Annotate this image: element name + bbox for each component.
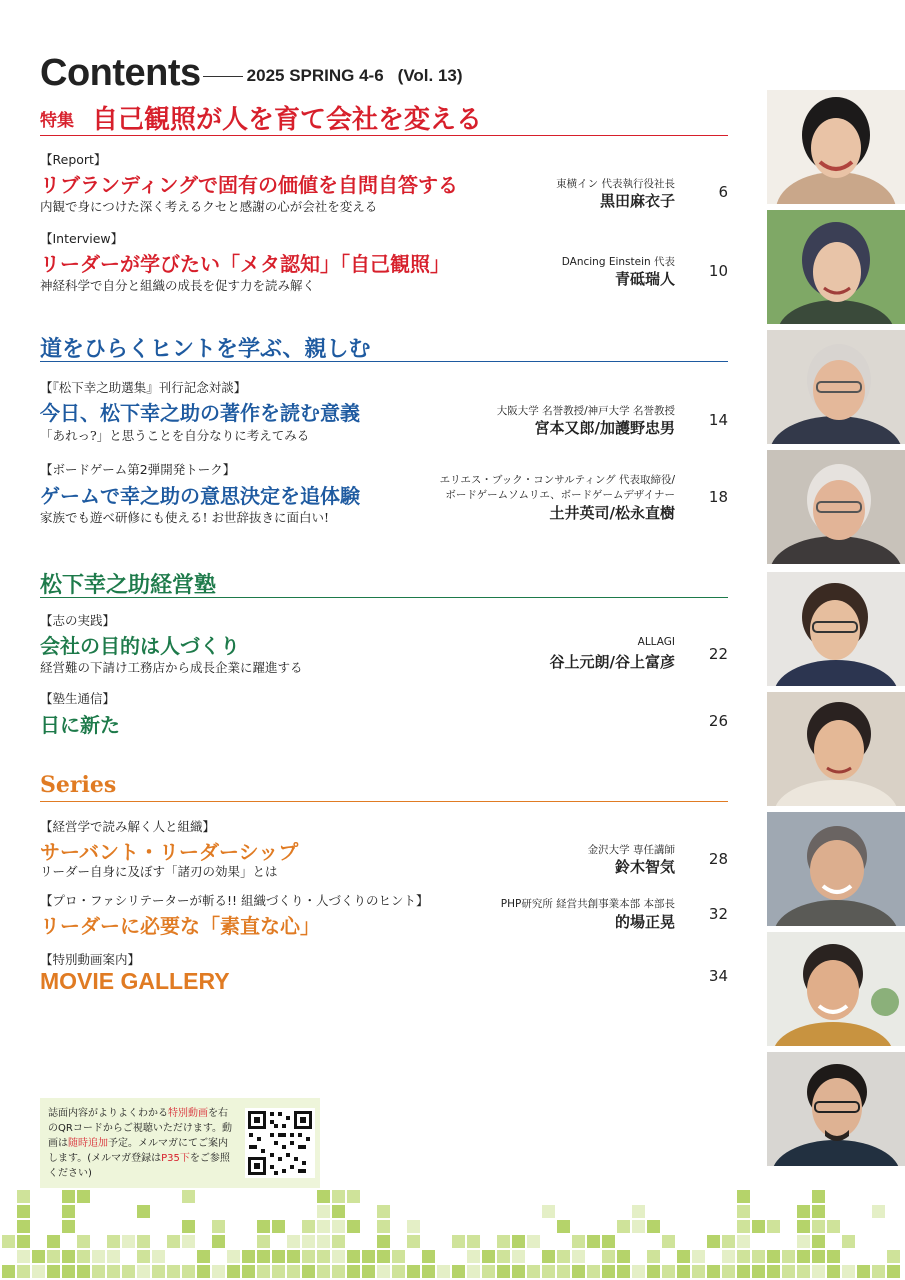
mosaic-tile [602, 1235, 615, 1248]
portrait-photo [767, 692, 905, 806]
mosaic-tile [317, 1205, 330, 1218]
mosaic-tile [557, 1265, 570, 1278]
mosaic-tile [497, 1235, 510, 1248]
mosaic-tile [467, 1265, 480, 1278]
mosaic-tile [167, 1265, 180, 1278]
page-number: 18 [708, 488, 728, 506]
mosaic-tile [632, 1265, 645, 1278]
mosaic-tile [17, 1265, 30, 1278]
mosaic-tile [347, 1220, 360, 1233]
mosaic-tile [182, 1220, 195, 1233]
mosaic-tile [242, 1265, 255, 1278]
article-tag: 【Report】 [40, 152, 107, 167]
contents-title: Contents [40, 52, 201, 94]
qr-notice-highlight: 随時追加 [68, 1138, 108, 1149]
mosaic-tile [692, 1250, 705, 1263]
mosaic-tile [137, 1235, 150, 1248]
mosaic-tile [632, 1205, 645, 1218]
mosaic-tile [602, 1265, 615, 1278]
portrait-photo [767, 572, 905, 686]
author-name: 鈴木智気 [614, 858, 675, 876]
mosaic-tile [602, 1250, 615, 1263]
mosaic-tile [92, 1265, 105, 1278]
mosaic-tile [812, 1205, 825, 1218]
article-tag: 【経営学で読み解く人と組織】 [40, 819, 216, 834]
mosaic-tile [17, 1205, 30, 1218]
mosaic-tile [62, 1205, 75, 1218]
mosaic-tile [707, 1265, 720, 1278]
mosaic-tile [752, 1265, 765, 1278]
mosaic-tile [572, 1265, 585, 1278]
mosaic-tile [722, 1235, 735, 1248]
mosaic-tile [482, 1250, 495, 1263]
qr-code-icon [245, 1108, 315, 1178]
mosaic-tile [62, 1250, 75, 1263]
mosaic-tile [347, 1190, 360, 1203]
mosaic-tile [392, 1250, 405, 1263]
mosaic-tile [542, 1265, 555, 1278]
mosaic-tile [317, 1250, 330, 1263]
mosaic-tile [332, 1235, 345, 1248]
mosaic-tile [317, 1265, 330, 1278]
mosaic-tile [647, 1250, 660, 1263]
article-title[interactable]: 日に新た [40, 713, 120, 737]
page-number: 34 [708, 967, 728, 985]
mosaic-tile [212, 1220, 225, 1233]
mosaic-tile [137, 1265, 150, 1278]
mosaic-tile [512, 1235, 525, 1248]
mosaic-tile [77, 1250, 90, 1263]
section-title: Series [40, 772, 117, 798]
mosaic-tile [212, 1235, 225, 1248]
author-name: 土井英司/松永直樹 [549, 504, 675, 522]
mosaic-tile [332, 1265, 345, 1278]
mosaic-tile [632, 1220, 645, 1233]
article-title[interactable]: MOVIE GALLERY [40, 968, 230, 994]
mosaic-tile [377, 1265, 390, 1278]
mosaic-tile [557, 1220, 570, 1233]
mosaic-tile [47, 1235, 60, 1248]
page-number: 14 [708, 411, 728, 429]
mosaic-tile [512, 1250, 525, 1263]
mosaic-tile [287, 1235, 300, 1248]
mosaic-tile [617, 1250, 630, 1263]
mosaic-tile [797, 1250, 810, 1263]
mosaic-tile [197, 1250, 210, 1263]
mosaic-tile [2, 1265, 15, 1278]
mosaic-tile [107, 1235, 120, 1248]
author-name: 青砥瑞人 [614, 270, 675, 288]
mosaic-tile [62, 1265, 75, 1278]
mosaic-tile [182, 1235, 195, 1248]
section-heading-juku [40, 566, 728, 598]
mosaic-tile [212, 1265, 225, 1278]
mosaic-tile [857, 1265, 870, 1278]
mosaic-tile [677, 1250, 690, 1263]
section-title: 松下幸之助経営塾 [40, 572, 217, 598]
mosaic-tile [647, 1265, 660, 1278]
mosaic-tile [797, 1265, 810, 1278]
mosaic-tile [782, 1265, 795, 1278]
mosaic-tile [422, 1265, 435, 1278]
mosaic-tile [662, 1265, 675, 1278]
author-affiliation: DAncing Einstein 代表 [561, 256, 675, 268]
mosaic-tile [182, 1265, 195, 1278]
mosaic-tile [257, 1250, 270, 1263]
mosaic-tile [647, 1220, 660, 1233]
mosaic-tile [452, 1265, 465, 1278]
mosaic-tile [392, 1265, 405, 1278]
mosaic-tile [257, 1235, 270, 1248]
portrait-photo [767, 330, 905, 444]
mosaic-tile [107, 1250, 120, 1263]
qr-notice-part: をご参照ください) [48, 1153, 230, 1179]
mosaic-tile [587, 1265, 600, 1278]
mosaic-tile [17, 1220, 30, 1233]
mosaic-tile [812, 1220, 825, 1233]
author-affiliation: 東横イン 代表執行役社長 [556, 178, 675, 190]
article-tag: 【プロ・ファシリテーターが斬る!! 組織づくり・人づくりのヒント】 [40, 893, 429, 908]
mosaic-tile [677, 1265, 690, 1278]
qr-notice-text [48, 1106, 233, 1181]
feature-label: 特集 [40, 111, 74, 131]
article-tag: 【志の実践】 [40, 613, 116, 628]
mosaic-tile [377, 1250, 390, 1263]
mosaic-tile [797, 1220, 810, 1233]
mosaic-tile [17, 1250, 30, 1263]
mosaic-tile [812, 1250, 825, 1263]
feature-heading [40, 98, 728, 136]
mosaic-tile [797, 1205, 810, 1218]
mosaic-tile [527, 1235, 540, 1248]
mosaic-tile [542, 1205, 555, 1218]
mosaic-tile [722, 1265, 735, 1278]
mosaic-tile [557, 1250, 570, 1263]
mosaic-tile [812, 1235, 825, 1248]
mosaic-tile [257, 1220, 270, 1233]
mosaic-tile [77, 1190, 90, 1203]
mosaic-tile [272, 1250, 285, 1263]
mosaic-tile [347, 1265, 360, 1278]
mosaic-tile [407, 1235, 420, 1248]
mosaic-tile [737, 1190, 750, 1203]
mosaic-tile [842, 1235, 855, 1248]
author-affiliation: 金沢大学 専任講師 [587, 844, 675, 856]
mosaic-tile [827, 1265, 840, 1278]
mosaic-tile [362, 1265, 375, 1278]
issue-label: 2025 SPRING 4-6 [246, 66, 384, 85]
mosaic-tile [302, 1250, 315, 1263]
mosaic-tile [737, 1220, 750, 1233]
author-name: 谷上元朗/谷上富彦 [549, 653, 675, 671]
section-rule [40, 801, 728, 802]
mosaic-tile [332, 1250, 345, 1263]
author-name: 黒田麻衣子 [599, 192, 675, 210]
mosaic-tile [32, 1250, 45, 1263]
author-affiliation: ALLAGI [637, 636, 675, 648]
mosaic-tile [62, 1220, 75, 1233]
mosaic-tile [662, 1235, 675, 1248]
article-desc: 神経科学で自分と組織の成長を促す力を読み解く [40, 278, 316, 293]
mosaic-tile [737, 1250, 750, 1263]
mosaic-tile [227, 1265, 240, 1278]
page-number: 22 [708, 645, 728, 663]
mosaic-tile [467, 1235, 480, 1248]
mosaic-tile [752, 1250, 765, 1263]
article-title[interactable]: 今日、松下幸之助の著作を読む意義 [40, 401, 360, 425]
mosaic-tile [317, 1190, 330, 1203]
portrait-photo [767, 450, 905, 564]
mosaic-tile [587, 1235, 600, 1248]
qr-code[interactable] [245, 1108, 315, 1178]
mosaic-tile [62, 1190, 75, 1203]
article-desc: 経営難の下請け工務店から成長企業に躍進する [40, 660, 303, 675]
mosaic-tile [332, 1190, 345, 1203]
mosaic-tile [17, 1190, 30, 1203]
qr-notice-part: 誌面内容がよりよくわかる [48, 1108, 168, 1119]
page-number: 26 [708, 712, 728, 730]
article-title[interactable]: ゲームで幸之助の意思決定を追体験 [40, 484, 360, 508]
mosaic-tile [332, 1220, 345, 1233]
section-rule [40, 597, 728, 598]
mosaic-tile [257, 1265, 270, 1278]
qr-notice-part: を右のQRコードからご視聴いただけます。動画は [48, 1108, 233, 1149]
mosaic-tile [227, 1250, 240, 1263]
mosaic-tile [167, 1235, 180, 1248]
mosaic-tile [137, 1250, 150, 1263]
mosaic-tile [767, 1265, 780, 1278]
mosaic-tile [512, 1265, 525, 1278]
mosaic-tile [752, 1220, 765, 1233]
mosaic-tile [407, 1220, 420, 1233]
mosaic-tile [827, 1250, 840, 1263]
mosaic-tile [872, 1265, 885, 1278]
mosaic-tile [182, 1190, 195, 1203]
mosaic-tile [77, 1265, 90, 1278]
mosaic-tile [572, 1250, 585, 1263]
mosaic-tile [617, 1265, 630, 1278]
qr-notice-highlight: 特別動画 [168, 1108, 208, 1119]
article-title[interactable]: 会社の目的は人づくり [40, 634, 240, 658]
mosaic-tile [422, 1250, 435, 1263]
mosaic-tile [887, 1265, 900, 1278]
author-name: 的場正晃 [614, 913, 675, 931]
mosaic-tile [467, 1250, 480, 1263]
article-tag: 【特別動画案内】 [40, 952, 141, 967]
section-rule [40, 361, 728, 362]
portrait-photo [767, 210, 905, 324]
mosaic-tile [407, 1265, 420, 1278]
section-heading-series [40, 770, 728, 802]
article-tag: 【ボードゲーム第2弾開発トーク】 [40, 462, 236, 477]
mosaic-tile [17, 1235, 30, 1248]
article-title[interactable]: リブランディングで固有の価値を自問自答する [40, 173, 458, 197]
page-number: 32 [708, 905, 728, 923]
mosaic-tile [32, 1265, 45, 1278]
mosaic-tile [377, 1235, 390, 1248]
page-number: 10 [708, 262, 728, 280]
portrait-photo [767, 932, 905, 1046]
mosaic-tile [152, 1250, 165, 1263]
article-tag: 【『松下幸之助選集』刊行記念対談】 [40, 380, 247, 395]
mosaic-tile [527, 1265, 540, 1278]
mosaic-tile [887, 1250, 900, 1263]
mosaic-tile [77, 1235, 90, 1248]
mosaic-tile [272, 1220, 285, 1233]
mosaic-tile [437, 1265, 450, 1278]
portrait-photo [767, 812, 905, 926]
article-title[interactable]: リーダーに必要な「素直な心」 [40, 914, 320, 938]
mosaic-tile [197, 1265, 210, 1278]
qr-notice-box [40, 1098, 320, 1188]
mosaic-tile [377, 1205, 390, 1218]
article-desc: 内観で身につけた深く考えるクセと感謝の心が会社を変える [40, 199, 378, 214]
article-desc: リーダー自身に及ぼす「諸刃の効果」とは [40, 864, 278, 879]
mosaic-tile [317, 1220, 330, 1233]
mosaic-tile [542, 1250, 555, 1263]
qr-notice-highlight: P35下 [161, 1153, 190, 1164]
mosaic-tile [722, 1250, 735, 1263]
volume-label: (Vol. 13) [397, 66, 463, 85]
mosaic-tile [812, 1265, 825, 1278]
author-affiliation-2: ボードゲームソムリエ、ボードゲームデザイナー [445, 489, 675, 501]
article-tag: 【Interview】 [40, 231, 124, 246]
feature-rule [40, 135, 728, 136]
mosaic-tile [47, 1265, 60, 1278]
article-tag: 【塾生通信】 [40, 691, 116, 706]
mosaic-tile [737, 1235, 750, 1248]
mosaic-tile [497, 1265, 510, 1278]
mosaic-tile [332, 1205, 345, 1218]
mosaic-tile [482, 1265, 495, 1278]
mosaic-tile [842, 1265, 855, 1278]
portrait-photo [767, 1052, 905, 1166]
author-name: 宮本又郎/加護野忠男 [534, 419, 675, 437]
mosaic-tile [767, 1250, 780, 1263]
mosaic-tile [572, 1235, 585, 1248]
mosaic-tile [362, 1250, 375, 1263]
mosaic-tile [812, 1190, 825, 1203]
mosaic-tile [47, 1250, 60, 1263]
footer-mosaic-decoration [0, 1188, 905, 1280]
mosaic-tile [707, 1235, 720, 1248]
mosaic-tile [452, 1235, 465, 1248]
mosaic-tile [122, 1265, 135, 1278]
article-title[interactable]: リーダーが学びたい「メタ認知」「自己観照」 [40, 252, 450, 276]
mosaic-tile [692, 1265, 705, 1278]
mosaic-tile [287, 1250, 300, 1263]
mosaic-tile [287, 1265, 300, 1278]
page-number: 6 [718, 183, 728, 201]
mosaic-tile [302, 1220, 315, 1233]
mosaic-tile [317, 1235, 330, 1248]
mosaic-tile [122, 1235, 135, 1248]
page-number: 28 [708, 850, 728, 868]
portrait-photo [767, 90, 905, 204]
mosaic-tile [92, 1250, 105, 1263]
mosaic-tile [827, 1220, 840, 1233]
mosaic-tile [137, 1205, 150, 1218]
mosaic-tile [242, 1250, 255, 1263]
feature-title: 自己観照が人を育て会社を変える [92, 105, 483, 135]
qr-notice-part: 予定。メルマガにてご案内します。(メルマガ登録は [48, 1138, 228, 1164]
mosaic-tile [497, 1250, 510, 1263]
mosaic-tile [737, 1265, 750, 1278]
mosaic-tile [2, 1235, 15, 1248]
section-title: 道をひらくヒントを学ぶ、親しむ [40, 336, 371, 362]
section-heading-michi [40, 330, 728, 362]
mosaic-tile [767, 1220, 780, 1233]
mosaic-tile [377, 1220, 390, 1233]
article-title[interactable]: サーバント・リーダーシップ [40, 840, 299, 864]
mosaic-tile [302, 1235, 315, 1248]
mosaic-tile [347, 1250, 360, 1263]
mosaic-tile [272, 1265, 285, 1278]
author-affiliation: 大阪大学 名誉教授/神戸大学 名誉教授 [496, 405, 675, 417]
mosaic-tile [617, 1220, 630, 1233]
mosaic-tile [107, 1265, 120, 1278]
mosaic-tile [737, 1205, 750, 1218]
author-affiliation: エリエス・ブック・コンサルティング 代表取締役/ [439, 474, 675, 486]
mosaic-tile [302, 1265, 315, 1278]
article-desc: 「あれっ?」と思うことを自分なりに考えてみる [40, 428, 310, 443]
mosaic-tile [797, 1235, 810, 1248]
mosaic-tile [872, 1205, 885, 1218]
header-rule [203, 76, 243, 77]
author-affiliation: PHP研究所 経営共創事業本部 本部長 [500, 898, 675, 910]
mosaic-tile [782, 1250, 795, 1263]
mosaic-tile [152, 1265, 165, 1278]
contents-header [40, 52, 463, 95]
article-desc: 家族でも遊べ研修にも使える! お世辞抜きに面白い! [40, 510, 330, 525]
